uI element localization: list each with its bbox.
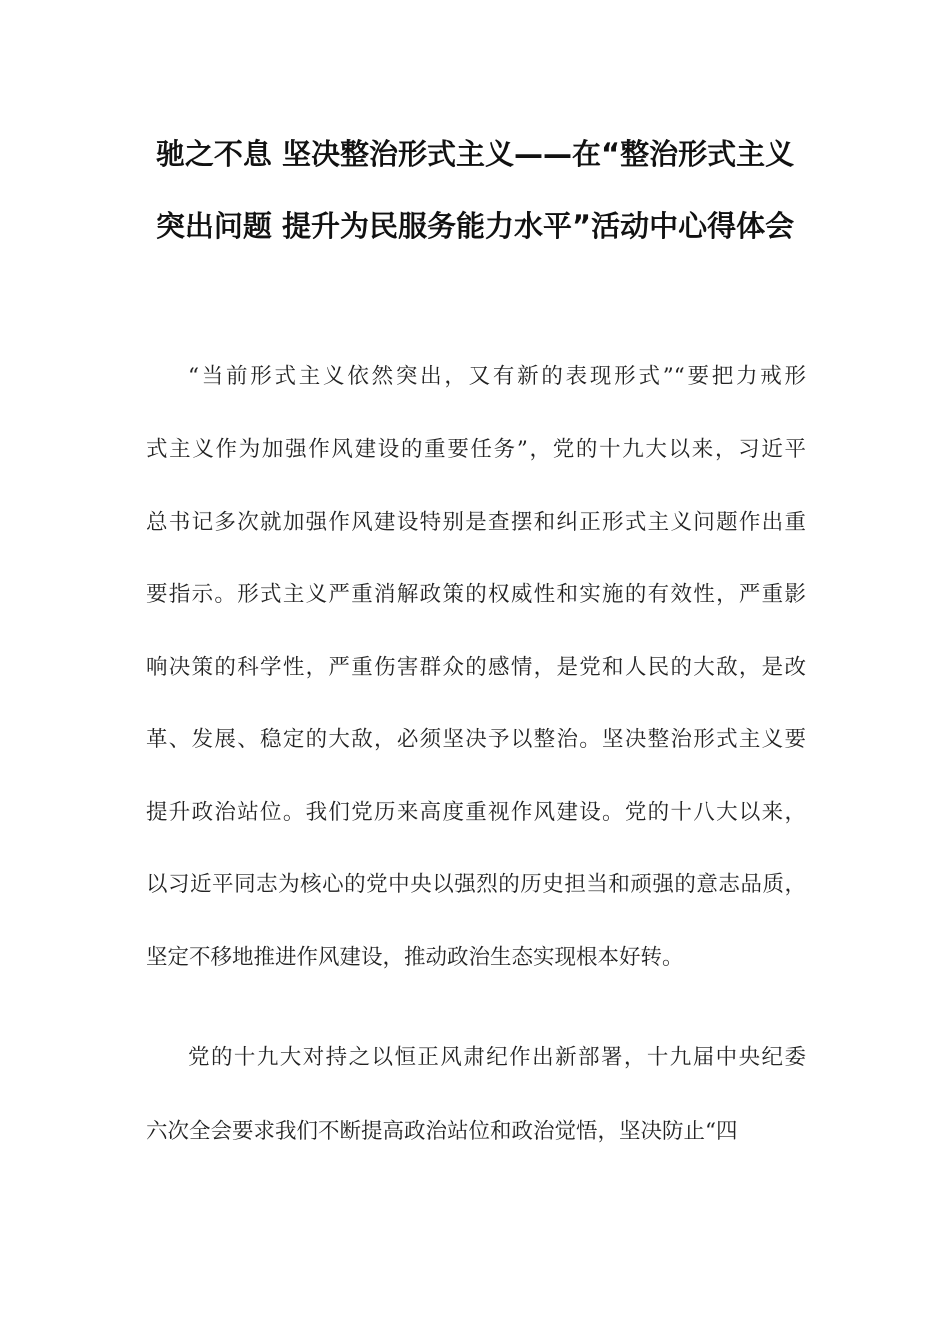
document-title-line-1: 驰之不息 坚决整治形式主义——在“整治形式主义 — [155, 137, 795, 171]
paragraph-1-line-4: 要指示。形式主义严重消解政策的权威性和实施的有效性，严重影 — [146, 582, 806, 607]
paragraph-2-line-1: 党的十九大对持之以恒正风肃纪作出新部署，十九届中央纪委 — [188, 1045, 806, 1070]
paragraph-2-line-2: 六次全会要求我们不断提高政治站位和政治觉悟，坚决防止“四 — [146, 1119, 738, 1144]
paragraph-1-line-5: 响决策的科学性，严重伤害群众的感情，是党和人民的大敌，是改 — [146, 655, 806, 680]
paragraph-1-line-2: 式主义作为加强作风建设的重要任务”，党的十九大以来，习近平 — [146, 437, 806, 462]
paragraph-1-line-8: 以习近平同志为核心的党中央以强烈的历史担当和顽强的意志品质， — [146, 872, 806, 897]
paragraph-1-line-3: 总书记多次就加强作风建设特别是查摆和纠正形式主义问题作出重 — [146, 510, 806, 535]
document-title-line-2: 突出问题 提升为民服务能力水平”活动中心得体会 — [155, 209, 795, 243]
paragraph-1-line-9: 坚定不移地推进作风建设，推动政治生态实现根本好转。 — [146, 945, 684, 970]
paragraph-1-line-6: 革、发展、稳定的大敌，必须坚决予以整治。坚决整治形式主义要 — [146, 727, 806, 752]
paragraph-1-line-7: 提升政治站位。我们党历来高度重视作风建设。党的十八大以来， — [146, 800, 806, 825]
paragraph-1-line-1: “当前形式主义依然突出，又有新的表现形式”“要把力戒形 — [188, 364, 806, 389]
